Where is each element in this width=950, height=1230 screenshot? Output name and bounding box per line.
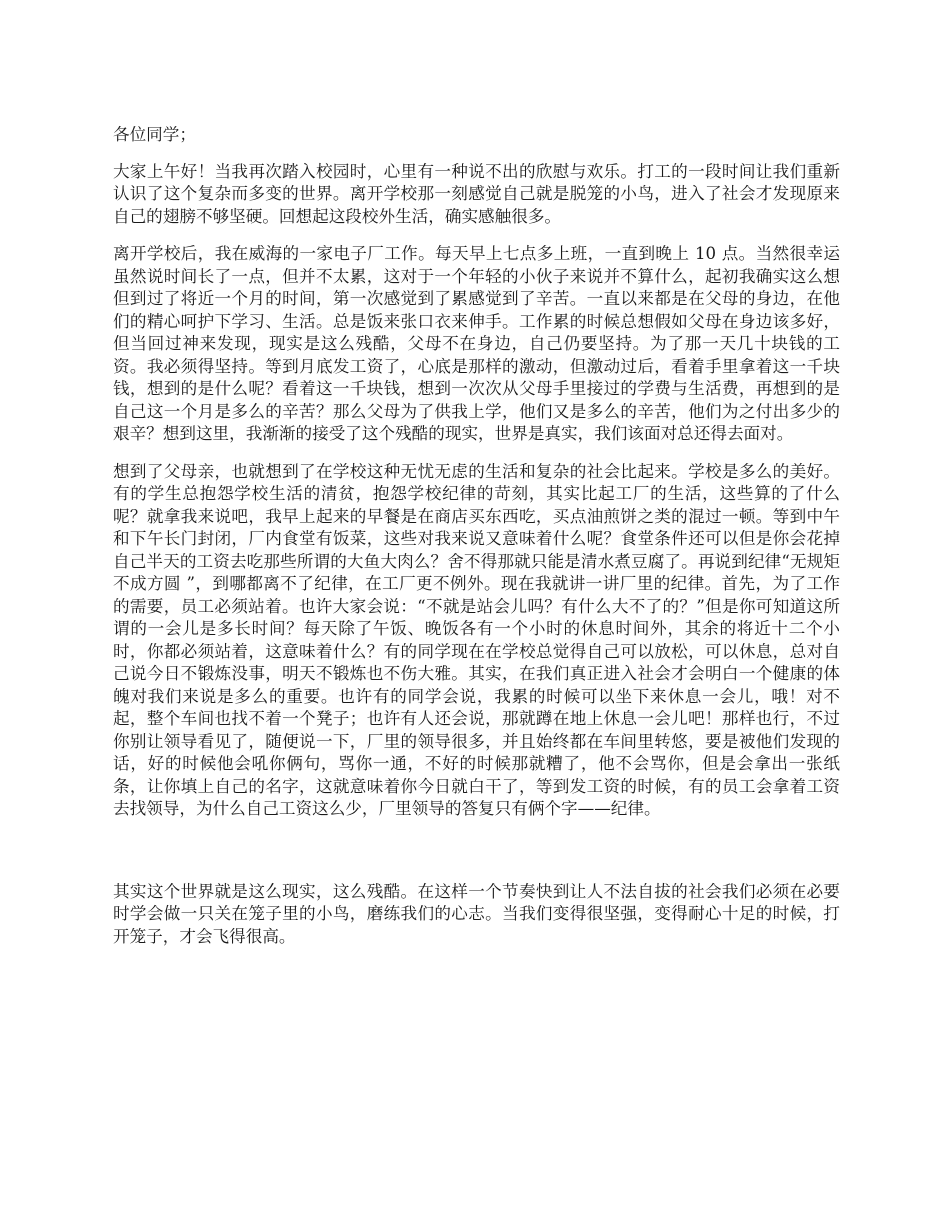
paragraph-4: 其实这个世界就是这么现实，这么残酷。在这样一个节奏快到让人不法自拔的社会我们必须在必要时学会做一只关在笼子里的小鸟，磨练我们的心志。当我们变得很坚强，变得耐心十足的时候，打开笼子，才会飞得很高。 <box>113 881 840 946</box>
paragraph-1: 大家上午好！当我再次踏入校园时，心里有一种说不出的欣慰与欢乐。打工的一段时间让我们重新认识了这个复杂而多变的世界。离开学校那一刻感觉自己就是脱笼的小鸟，进入了社会才发现原来自己的翅膀不够坚硬。回想起这段校外生活，确实感触很多。 <box>113 161 840 226</box>
salutation: 各位同学； <box>113 125 196 144</box>
document-body <box>113 124 840 948</box>
paragraph-3: 想到了父母亲，也就想到了在学校这种无忧无虑的生活和复杂的社会比起来。学校是多么的美好。有的学生总抱怨学校生活的清贫，抱怨学校纪律的苛刻，其实比起工厂的生活，这些算的了什么呢？就拿我来说吧，我早上起来的早餐是在商店买东西吃，买点油煎饼之类的混过一顿。等到中午和下午长门封闭，厂内食堂有饭菜，这些对我来说又意味着什么呢？食堂条件还可以但是你会花掉自己半天的工资去吃那些所谓的大鱼大肉么？舍不得那就只能是清水煮豆腐了。再说到纪律“无规矩不成方圆 ”，到哪都离不了纪律，在工厂更不例外。现在我就讲一讲厂里的纪律。首先，为了工作的需要，员工必须站着。也许大家会说：“不就是站会儿吗？有什么大不了的？”但是你可知道这所谓的一会儿是多长时间？每天除了午饭、晚饭各有一个小时的休息时间外，其余的将近十二个小时，你都必须站着，这意味着什么？有的同学现在在学校总觉得自己可以放松，可以休息，总对自己说今日不锻炼没事，明天不锻炼也不伤大雅。其实，在我们真正进入社会才会明白一个健康的体魄对我们来说是多么的重要。也许有的同学会说，我累的时候可以坐下来休息一会儿，哦！对不起，整个车间也找不着一个凳子；也许有人还会说，那就蹲在地上休息一会儿吧！那样也行，不过你别让领导看见了，随便说一下，厂里的领导很多，并且始终都在车间里转悠，要是被他们发现的话，好的时候他会吼你俩句，骂你一通，不好的时候那就糟了，他不会骂你，但是会拿出一张纸条，让你填上自己的名字，这就意味着你今日就白干了，等到发工资的时候，有的员工会拿着工资去找领导，为什么自己工资这么少，厂里领导的答复只有俩个字——纪律。 <box>113 461 840 818</box>
paragraph-2: 离开学校后，我在威海的一家电子厂工作。每天早上七点多上班，一直到晚上 10 点。当然很幸运虽然说时间长了一点，但并不太累，这对于一个年轻的小伙子来说并不算什么，起初我确实这么想但到过了将近一个月的时间，第一次感觉到了累感觉到了辛苦。一直以来都是在父母的身边，在他们的精心呵护下学习、生活。总是饭来张口衣来伸手。工作累的时候总想假如父母在身边该多好，但当回过神来发现，现实是这么残酷，父母不在身边，自己仍要坚持。为了那一天几十块钱的工资。我必须得坚持。等到月底发工资了，心底是那样的激动，但激动过后，看着手里拿着这一千块钱，想到的是什么呢？看着这一千块钱，想到一次次从父母手里接过的学费与生活费，再想到的是自己这一个月是多么的辛苦？那么父母为了供我上学，他们又是多么的辛苦，他们为之付出多少的艰辛？想到这里，我渐渐的接受了这个残酷的现实，世界是真实，我们该面对总还得去面对。 <box>113 244 840 443</box>
